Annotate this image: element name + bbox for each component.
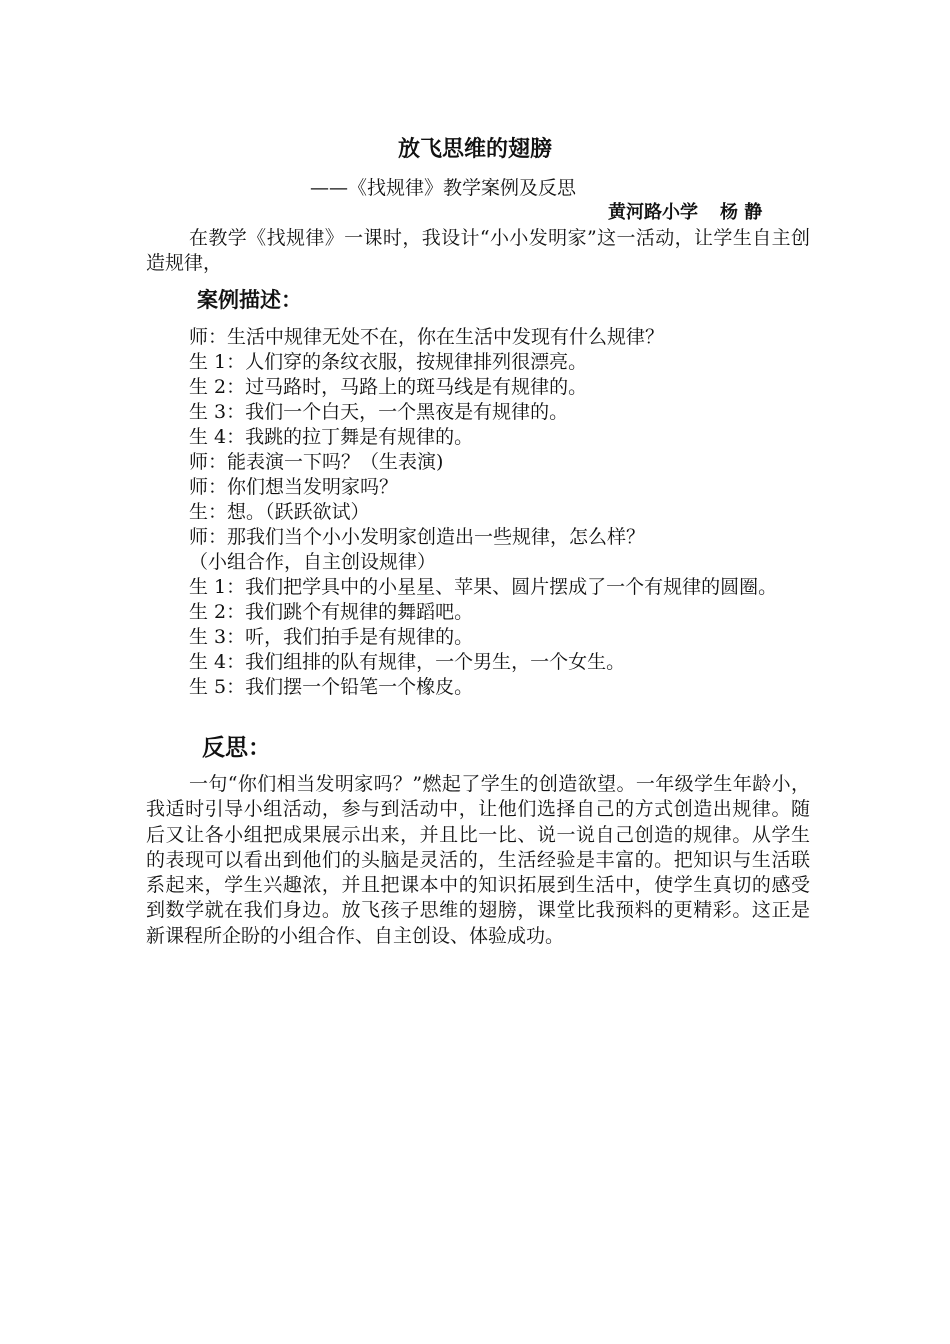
document-title: 放飞思维的翅膀 [397,137,552,162]
dialogue-line: 生 2：我们跳个有规律的舞蹈吧。 [189,601,474,623]
case-heading: 案例描述： [197,288,302,312]
author-school: 黄河路小学 [608,202,698,223]
dialogue-line: 生 5：我们摆一个铅笔一个橡皮。 [189,676,474,698]
reflection-paragraph: 一句“你们相当发明家吗？”燃起了学生的创造欲望。一年级学生年龄小，我适时引导小组活动，参与到活动中，让他们选择自己的方式创造出规律。随后又让各小组把成果展示出来，并且比一比、说一说自己创造的规律。从学生的表现可以看出到他们的头脑是灵活的，生活经验是丰富的。把知识与生活联系起来，学生兴趣浓，并且把课本中的知识拓展到生活中，使学生真切的感受到数学就在我们身边。放飞孩子思维的翅膀，课堂比我预料的更精彩。这正是新课程所企盼的小组合作、自主创设、体验成功。 [146,773,810,947]
document-subtitle: ——《找规律》教学案例及反思 [310,177,577,199]
author-name: 杨 静 [720,202,763,223]
intro-paragraph: 在教学《找规律》一课时，我设计“小小发明家”这一活动，让学生自主创造规律， [146,227,810,275]
dialogue-line: 生 3：听，我们拍手是有规律的。 [189,626,474,648]
dialogue-line: 生：想。（跃跃欲试） [189,501,370,523]
author-line [608,201,762,225]
dialogue-line: 生 1：我们把学具中的小星星、苹果、圆片摆成了一个有规律的圆圈。 [189,576,778,598]
dialogue-line: 师：你们想当发明家吗？ [189,476,399,498]
reflection-heading: 反思： [202,735,271,761]
dialogue-line: 师：生活中规律无处不在，你在生活中发现有什么规律？ [189,326,665,348]
dialogue-line: 师：那我们当个小小发明家创造出一些规律，怎么样？ [189,526,646,548]
dialogue-line: 生 3：我们一个白天，一个黑夜是有规律的。 [189,401,569,423]
dialogue-line: 生 2：过马路时，马路上的斑马线是有规律的。 [189,376,588,398]
dialogue-line: 生 4：我们组排的队有规律，一个男生，一个女生。 [189,651,626,673]
dialogue-line: 师：能表演一下吗？（生表演) [189,451,444,473]
dialogue-line: 生 4：我跳的拉丁舞是有规律的。 [189,426,474,448]
dialogue-list [146,325,810,700]
dialogue-line: （小组合作，自主创设规律） [189,551,437,573]
dialogue-line: 生 1：人们穿的条纹衣服，按规律排列很漂亮。 [189,351,588,373]
